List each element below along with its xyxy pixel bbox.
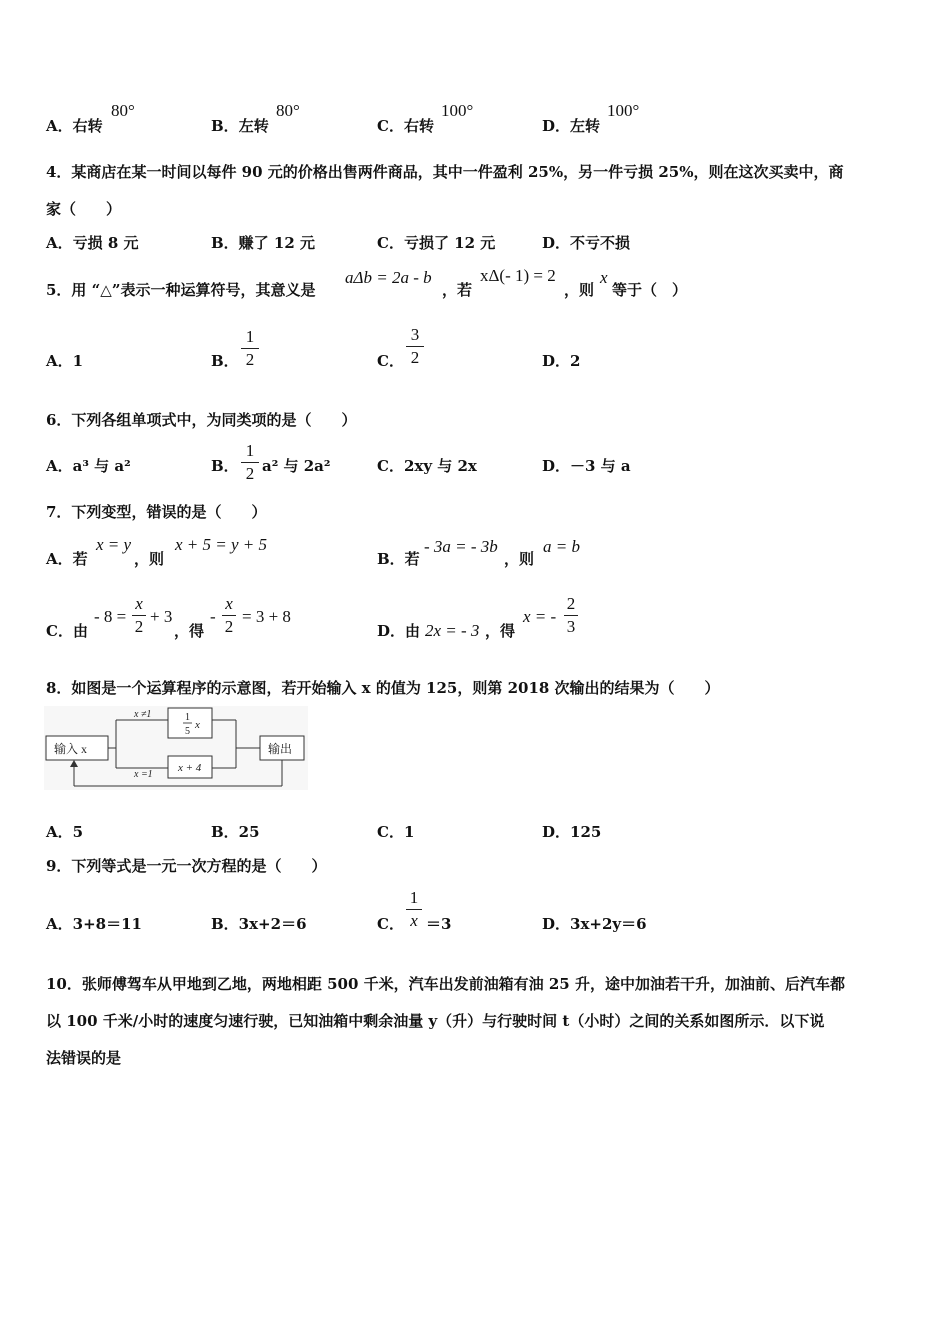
q7-option-c-eq-right: + 3: [150, 607, 173, 626]
q3-option-d-angle: 100°: [607, 101, 640, 120]
q7-stem: 7．下列变型，错误的是（ ）: [46, 503, 267, 521]
q9-option-b: B．3x+2＝6: [211, 915, 307, 933]
q7-option-c-result-sign: -: [210, 607, 216, 626]
q5-stem-part4: 等于（ ）: [612, 281, 688, 299]
q9-option-a: A．3+8＝11: [46, 915, 142, 933]
flow-input-label: 输入 x: [54, 742, 88, 756]
q5-condition: xΔ(- 1) = 2: [480, 266, 556, 285]
q5-variable: x: [600, 268, 608, 287]
q4-stem-line1: 4．某商店在某一时间以每件 90 元的价格出售两件商品，其中一件盈利 25%，另一件亏损 25%，则在这次买卖中，商: [46, 163, 844, 181]
q3-option-c-angle: 100°: [441, 101, 474, 120]
q7-option-c-mid: ，得: [174, 622, 205, 640]
q7-option-d-equation: 2x = - 3: [425, 621, 480, 640]
flow-top-condition: x ≠1: [134, 709, 152, 720]
q8-flow-diagram: [44, 706, 308, 790]
q10-line3: 法错误的是: [46, 1049, 122, 1067]
q5-option-c-letter: C．: [377, 352, 404, 370]
q5-stem-part2: ，若: [442, 281, 473, 299]
q7-option-b-prefix: B．若: [377, 550, 420, 568]
q7-option-d-fraction: 2 3: [564, 594, 578, 637]
q4-option-c: C．亏损了 12 元: [377, 234, 496, 252]
q5-stem-part3: ，则: [564, 281, 595, 299]
q5-option-c-fraction: 3 2: [406, 325, 424, 368]
q5-option-d: D．2: [542, 352, 581, 370]
q9-option-c-letter: C．: [377, 915, 404, 933]
q4-option-d: D．不亏不损: [542, 234, 631, 252]
q8-option-b: B．25: [211, 823, 260, 841]
flow-op-top-den: 5: [185, 726, 190, 737]
q3-option-a: A．右转: [46, 117, 103, 135]
q7-option-b-mid: ，则: [504, 550, 535, 568]
q9-option-c-fraction: 1 x: [406, 888, 422, 931]
flow-op-top-num: 1: [185, 712, 190, 723]
q7-option-a-prefix: A．若: [46, 550, 88, 568]
q5-option-a: A．1: [46, 352, 84, 370]
q3-option-b: B．左转: [211, 117, 269, 135]
q4-option-a: A．亏损 8 元: [46, 234, 139, 252]
q6-option-d: D．－3 与 a: [542, 457, 631, 475]
q7-option-b-condition: - 3a = - 3b: [424, 537, 498, 556]
q6-option-b-rest: a² 与 2a²: [262, 457, 331, 475]
q7-option-c-eq-left: - 8 =: [94, 607, 127, 626]
q4-option-b: B．赚了 12 元: [211, 234, 315, 252]
q3-option-c: C．右转: [377, 117, 434, 135]
q7-option-a-result: x + 5 = y + 5: [175, 535, 268, 554]
q5-option-b-fraction: 1 2: [241, 327, 259, 370]
q9-option-d: D．3x+2y＝6: [542, 915, 647, 933]
q9-stem: 9．下列等式是一元一次方程的是（ ）: [46, 857, 327, 875]
q6-option-b-fraction: 1 2: [241, 441, 259, 484]
flow-op-top-var: x: [195, 719, 200, 731]
flow-op-bottom-label: x + 4: [178, 762, 202, 774]
q6-option-c: C．2xy 与 2x: [377, 457, 477, 475]
q3-option-a-angle: 80°: [111, 101, 135, 120]
q6-option-a: A．a³ 与 a²: [46, 457, 131, 475]
q5-stem-part1: 5．用 “△”表示一种运算符号，其意义是: [46, 281, 316, 299]
q7-option-b-result: a = b: [543, 537, 580, 556]
q5-option-b-letter: B．: [211, 352, 239, 370]
q7-option-d-prefix: D．由: [377, 622, 421, 640]
q7-option-d-mid: ，得: [485, 622, 516, 640]
q7-option-c-fraction: x 2: [132, 594, 146, 637]
q7-option-d-result: x = -: [523, 607, 557, 626]
flow-output-label: 输出: [268, 742, 293, 756]
q10-line2: 以 100 千米/小时的速度匀速行驶，已知油箱中剩余油量 y（升）与行驶时间 t（小时）之间的关系如图所示．以下说: [46, 1012, 825, 1030]
q7-option-c-result-fraction: x 2: [222, 594, 236, 637]
flow-bottom-condition: x =1: [134, 769, 153, 780]
q6-stem: 6．下列各组单项式中，为同类项的是（ ）: [46, 411, 357, 429]
q8-option-c: C．1: [377, 823, 415, 841]
q8-option-d: D．125: [542, 823, 602, 841]
q8-option-a: A．5: [46, 823, 84, 841]
q7-option-a-mid: ，则: [134, 550, 165, 568]
q7-option-c-prefix: C．由: [46, 622, 88, 640]
q10-line1: 10．张师傅驾车从甲地到乙地，两地相距 500 千米，汽车出发前油箱有油 25 升，途中加油若干升，加油前、后汽车都: [46, 975, 845, 993]
q3-option-d: D．左转: [542, 117, 601, 135]
q5-definition: aΔb = 2a - b: [345, 268, 432, 287]
q4-stem-line2: 家（ ）: [46, 200, 122, 218]
q8-stem: 8．如图是一个运算程序的示意图，若开始输入 x 的值为 125，则第 2018 次输出的结果为（ ）: [46, 679, 720, 697]
q9-option-c-rest: ＝3: [426, 915, 452, 933]
q3-option-b-angle: 80°: [276, 101, 300, 120]
q6-option-b-letter: B．: [211, 457, 239, 475]
q7-option-c-result-right: = 3 + 8: [242, 607, 291, 626]
q7-option-a-condition: x = y: [96, 535, 132, 554]
